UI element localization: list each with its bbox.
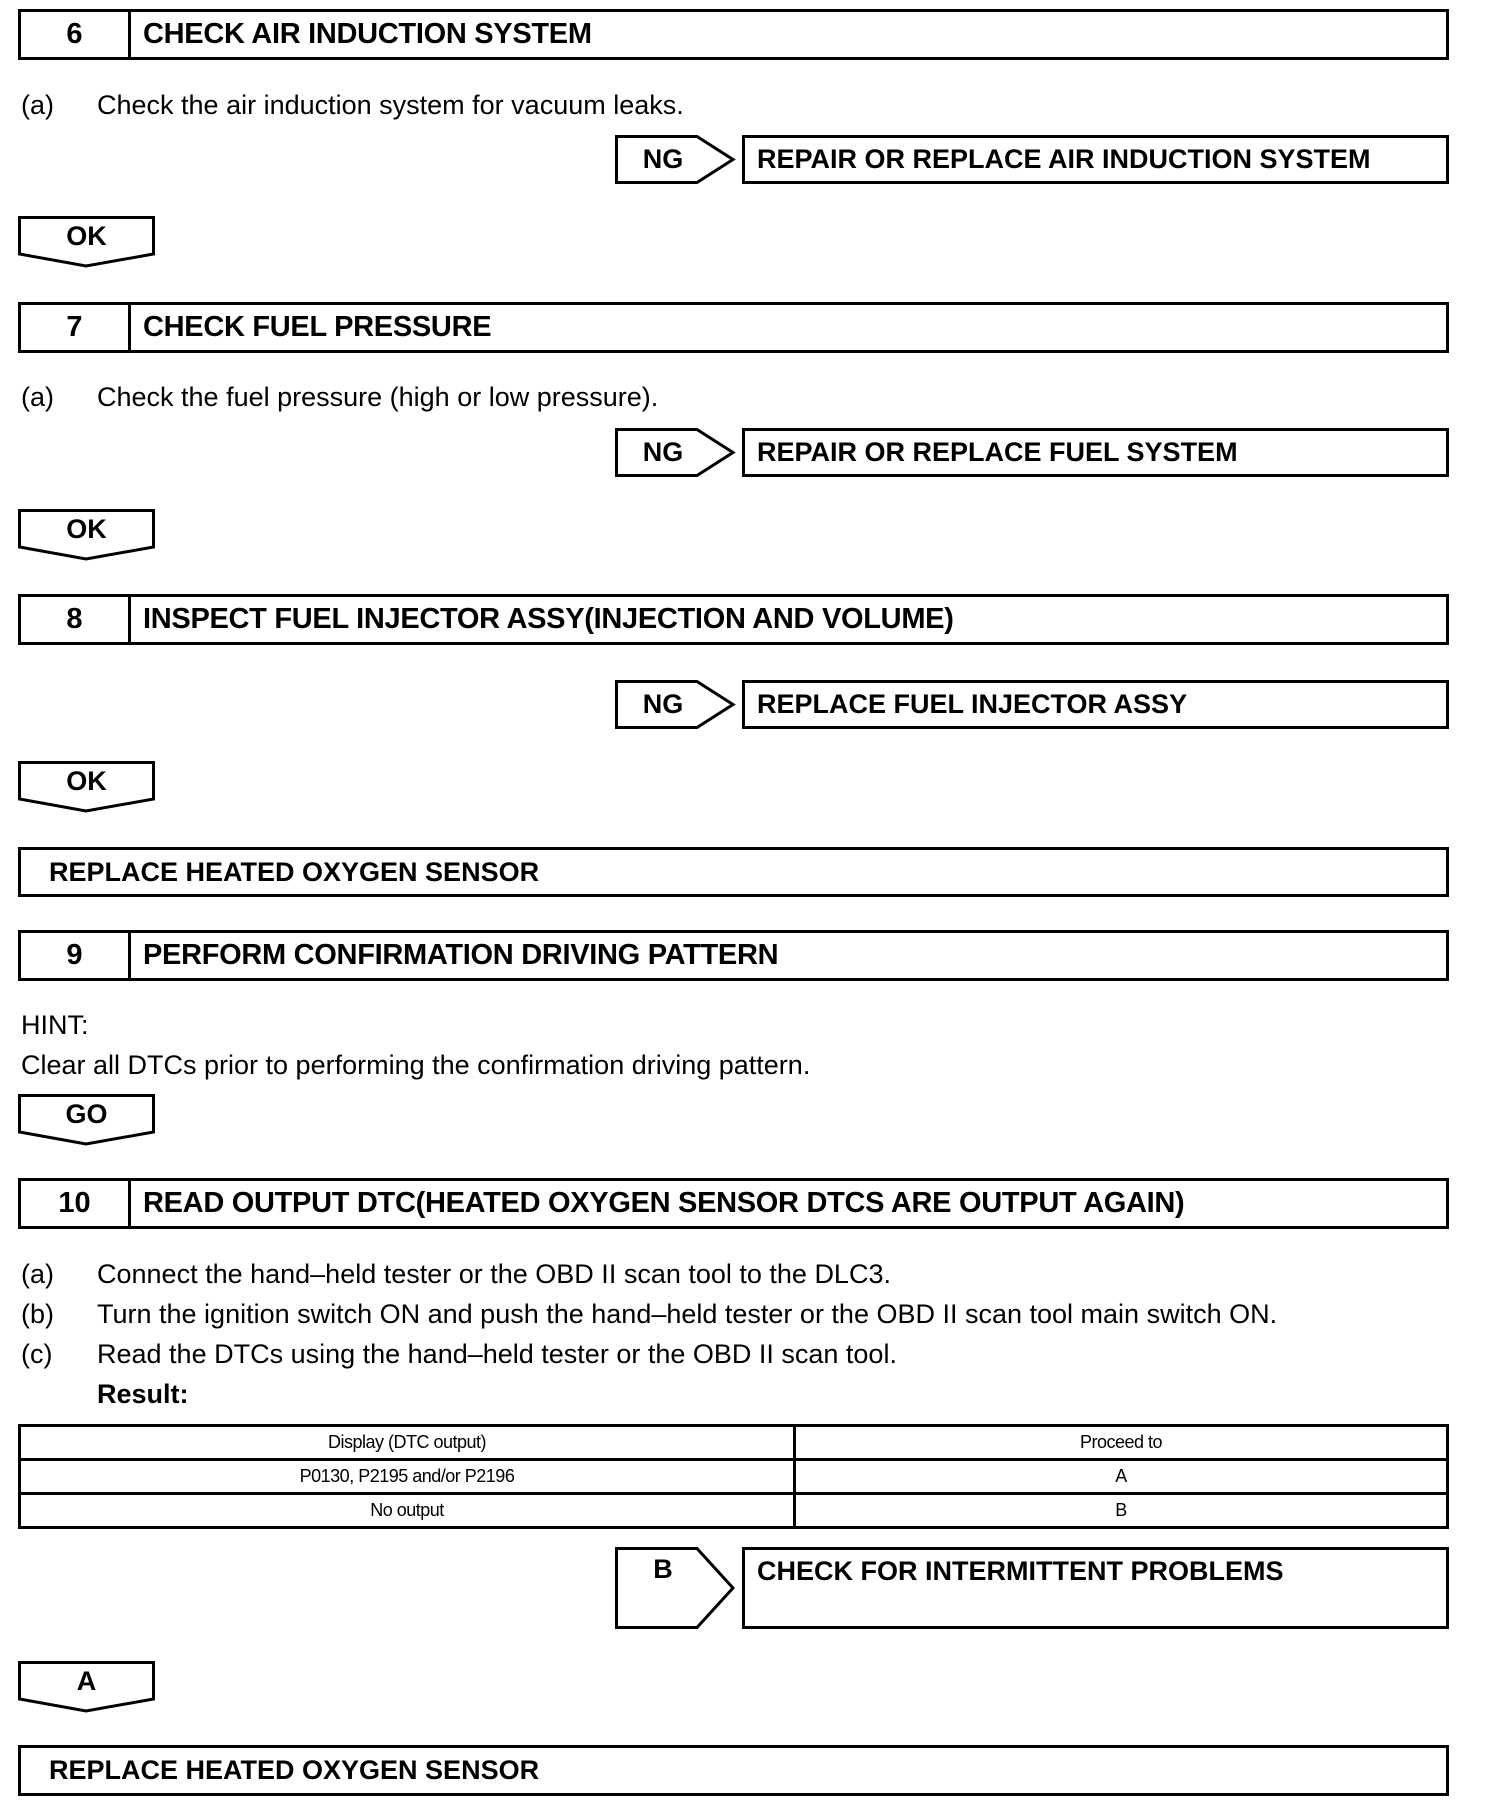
table-row [20, 1460, 1448, 1494]
b-branch-tag [615, 1547, 737, 1629]
go-branch-tag [18, 1094, 155, 1146]
item-label: (c) [21, 1339, 53, 1369]
b-label: B [653, 1553, 673, 1584]
ng-label: NG [642, 689, 684, 719]
step-title: READ OUTPUT DTC(HEATED OXYGEN SENSOR DTCS ARE OUTPUT AGAIN) [143, 1187, 1185, 1219]
result-table [18, 1424, 1449, 1529]
item-text: Connect the hand–held tester or the OBD II scan tool to the DLC3. [97, 1259, 891, 1289]
ng-branch-tag [615, 428, 737, 477]
ng-branch-tag [615, 135, 737, 184]
action-box: REPLACE HEATED OXYGEN SENSOR [18, 847, 1449, 897]
table-cell: B [795, 1494, 1448, 1528]
result-label: Result: [97, 1379, 189, 1409]
action-box: REPLACE HEATED OXYGEN SENSOR [18, 1745, 1449, 1796]
a-branch-tag [18, 1661, 155, 1713]
ng-label: NG [642, 437, 684, 467]
table-header: Proceed to [795, 1426, 1448, 1460]
item-label: (a) [21, 1259, 54, 1289]
item-text: Check the fuel pressure (high or low pressure). [97, 382, 659, 412]
step-title: CHECK FUEL PRESSURE [143, 311, 492, 343]
step-number: 8 [21, 597, 131, 642]
table-header: Display (DTC output) [20, 1426, 795, 1460]
step-number: 9 [21, 933, 131, 978]
ok-branch-tag [18, 216, 155, 268]
item-text: Check the air induction system for vacuum leaks. [97, 90, 684, 120]
table-cell: A [795, 1460, 1448, 1494]
item-label: (a) [21, 382, 54, 412]
step-number: 7 [21, 305, 131, 350]
hint-label: HINT: [21, 1010, 89, 1040]
go-label: GO [65, 1098, 108, 1129]
step-9-header [18, 930, 1449, 981]
ok-label: OK [66, 513, 107, 544]
ok-branch-tag [18, 761, 155, 813]
step-title: PERFORM CONFIRMATION DRIVING PATTERN [143, 939, 779, 971]
ng-result-box: REPLACE FUEL INJECTOR ASSY [742, 680, 1449, 729]
item-label: (b) [21, 1299, 54, 1329]
step-number: 10 [21, 1181, 131, 1226]
step-title: INSPECT FUEL INJECTOR ASSY(INJECTION AND VOLUME) [143, 603, 954, 635]
item-text: Turn the ignition switch ON and push the hand–held tester or the OBD II scan tool main switch ON. [97, 1299, 1278, 1329]
step-title: CHECK AIR INDUCTION SYSTEM [143, 18, 592, 50]
ok-label: OK [66, 765, 107, 796]
ok-branch-tag [18, 509, 155, 561]
table-cell: P0130, P2195 and/or P2196 [20, 1460, 795, 1494]
table-row [20, 1494, 1448, 1528]
hint-text: Clear all DTCs prior to performing the confirmation driving pattern. [21, 1050, 811, 1080]
item-text: Read the DTCs using the hand–held tester or the OBD II scan tool. [97, 1339, 897, 1369]
step-7-header [18, 302, 1449, 353]
ng-branch-tag [615, 680, 737, 729]
step-6-header [18, 9, 1449, 60]
table-header-row [20, 1426, 1448, 1460]
ng-result-box: REPAIR OR REPLACE AIR INDUCTION SYSTEM [742, 135, 1449, 184]
step-10-header [18, 1178, 1449, 1229]
step-8-header [18, 594, 1449, 645]
table-cell: No output [20, 1494, 795, 1528]
item-label: (a) [21, 90, 54, 120]
b-result-box: CHECK FOR INTERMITTENT PROBLEMS [742, 1547, 1449, 1629]
a-label: A [76, 1665, 97, 1696]
ng-label: NG [642, 144, 684, 174]
step-number: 6 [21, 12, 131, 57]
ng-result-box: REPAIR OR REPLACE FUEL SYSTEM [742, 428, 1449, 477]
ok-label: OK [66, 220, 107, 251]
